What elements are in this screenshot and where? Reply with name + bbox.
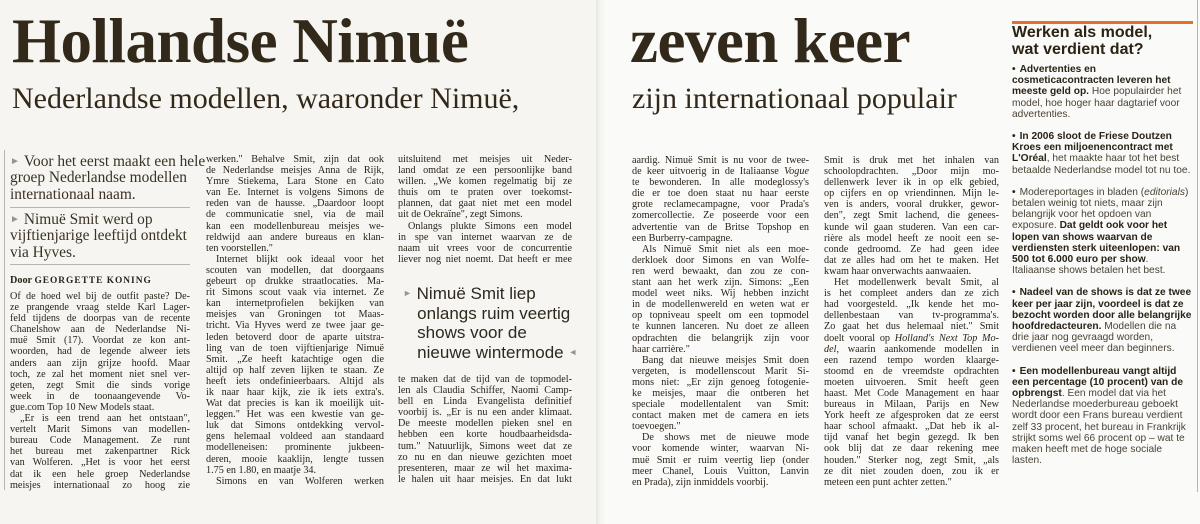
text-line: kwam haar onverwachts aanwaaien.: [824, 265, 972, 277]
text-line: Zo gaat het dus helemaal niet." Smit: [824, 321, 999, 333]
text-line: modelleneisen: prominente jukbeen-: [206, 442, 384, 454]
text-line: plannen, dat gaat niet met een model: [398, 198, 572, 210]
text-line: model weet niks. Wij hebben inzicht: [632, 288, 809, 300]
text-line: bureau Code Management. Ze runt: [10, 435, 190, 447]
text-line: op cijfers en op vriendinnen. Mijn le-: [824, 188, 999, 200]
text-line: Onlangs plukte Simons een model: [408, 220, 572, 232]
subhead-left: Nederlandse modellen, waaronder Nimuë,: [12, 82, 520, 115]
text-line: Internet blijkt ook ideaal voor het: [216, 253, 384, 265]
sidebar-rule: [1197, 0, 1198, 492]
text-line: Chanelshow aan de Nederlandse Ni-: [10, 324, 190, 336]
text-line: te bewonderen. In alle modeglossy's: [632, 177, 809, 189]
text-line: deren, mooie kaaklijn, lengte tussen: [206, 453, 384, 465]
article-column-1: [10, 291, 190, 491]
text-line: schoolopdrachten. „Door mijn mo-: [824, 166, 999, 178]
text-line: De shows met de nieuwe mode: [642, 432, 809, 444]
text-line: het bureau met zakenpartner Rick: [10, 446, 190, 458]
text-line: leggen." Het was een kwestie van ge-: [206, 409, 384, 421]
text-line: muë Smit er ruim veertig liep (onder: [632, 454, 809, 466]
text-line: willen. „We komen regelmatig bij ze: [398, 176, 572, 188]
sidebar-title: [1012, 25, 1152, 58]
text-line: meteen een punt achter zetten.": [824, 476, 952, 488]
text-line: van Ee. Internet is volgens Simons de: [206, 187, 384, 199]
text-line: voorbij is. „Er is nu een ander klimaat.: [398, 407, 572, 419]
text-line: in spe van internet waarvan ze de: [398, 231, 572, 243]
divider: [10, 264, 190, 265]
text-line: [632, 166, 809, 177]
text-segment: In 2006 sloot de Friese Doutzen Kroes een miljoenencontract met L'Oréal: [1012, 131, 1173, 165]
text-line: ze prangende vraag stelde Karl Lager-: [10, 302, 190, 314]
text-line: heeft iets ondefinieerbaars. Altijd als: [206, 375, 384, 387]
text-line: 1.75 en 1.80, en maatje 34.: [206, 464, 317, 476]
text-line: stant aan het werk zijn. Simons: „Een: [632, 277, 809, 289]
text-line: haar school afmaakt. „Dat heb ik al-: [824, 421, 999, 433]
text-line: die er toe doen staat nu haar eerste: [632, 188, 809, 200]
headline-left: Hollandse Nimuë: [12, 6, 469, 76]
text-line: derkloek door Simons en van Wolfe-: [632, 254, 809, 266]
text-line: de communicatie snel, via de mail: [206, 209, 384, 221]
text-segment: del: [824, 343, 837, 355]
sidebar-list: [1012, 64, 1192, 467]
sidebar-item: [1012, 366, 1192, 467]
text-line: ling van de toen vijftienjarige Nimuë: [206, 342, 384, 354]
text-line: toevoegen.": [632, 421, 681, 433]
text-line: kunde wil gaan studeren. Van een car-: [824, 221, 999, 233]
text-line: len als Claudia Schiffer, Naomi Camp-: [398, 385, 572, 397]
pullquote-line: onlangs ruim veertig: [417, 303, 571, 323]
text-line: liever nog niet noemt. Dat heeft er mee: [398, 253, 572, 265]
text-line: ten voorstellen.": [206, 242, 273, 254]
text-line: moeten uitvoeren. Smit heeft geen: [824, 376, 999, 388]
text-line: reden van de hausse. „Daardoor loopt: [206, 198, 384, 210]
intro-point-2: [10, 212, 192, 261]
intro-line: via Hyves.: [10, 243, 76, 261]
text-line: bell en Linda Evangelista definitief: [398, 396, 572, 408]
text-segment: doelt vooral op: [824, 332, 895, 344]
text-line: luk dat Simons ontdekking vervol-: [206, 420, 384, 432]
text-line: zomercollectie. Ze poseerde voor een: [632, 210, 809, 222]
text-line: dat ze alles had om het te maken. Het: [824, 254, 999, 266]
text-line: Wat dat precies is kan ik moeilijk uit-: [206, 398, 384, 410]
subhead-right: zijn internationaal populair: [632, 82, 957, 115]
text-segment: , waarin aankomende modellen in: [836, 343, 999, 355]
sidebar-item: [1012, 64, 1192, 120]
text-line: mons niet: „Er zijn genoeg fotogenie-: [632, 376, 809, 388]
text-segment: , het maakte haar tot het best betaalde Nederlandse model tot nu toe.: [1012, 153, 1191, 176]
bullet-icon: •: [1012, 64, 1016, 75]
headline-right: zeven keer: [630, 6, 911, 76]
text-line: reldwijd aan andere bureaus en klan-: [206, 231, 384, 243]
text-line: vergeten, is modellenscout Marit Si-: [632, 365, 809, 377]
text-line: van Wolferen. „Het is voor het eerst: [10, 457, 190, 469]
text-line: ze dit niet zouden doen, zou ik er: [824, 465, 999, 477]
sidebar-item: [1012, 187, 1192, 277]
sidebar-item: [1012, 131, 1192, 176]
pullquote-line: nieuwe wintermode: [417, 342, 564, 362]
text-line: [824, 344, 999, 355]
intro-point-1: [10, 153, 206, 203]
text-line: haast. Met Code Management en haar: [824, 387, 999, 399]
article-column-4: [632, 155, 809, 488]
text-line: tijd vanaf het begin gezegd. Ik ben: [824, 432, 999, 444]
text-line: anders aan zijn grijze hoofd. Maar: [10, 357, 190, 369]
text-line: tum." Natuurlijk, Simons weet dat ze: [398, 440, 572, 452]
text-line: Het modellenwerk bevalt Smit, al: [834, 277, 999, 289]
text-line: rit Simons scout vaak via internet. Ze: [206, 287, 384, 299]
text-segment: Modellen die na drie jaar nog gevraagd worden, verdienen veel meer dan beginners.: [1012, 321, 1177, 355]
text-segment: . Een model dat via het Nederlandse moederbureau geboekt wordt door een Frans bureau verdient zelf 33 procent, het bureau in Frankrijk strijkt soms wel 66 procent op – wat te maken heeft met de hoge sociale lasten.: [1012, 388, 1186, 467]
bullet-icon: •: [1012, 365, 1016, 377]
text-segment: Advertenties en cosmeticacontracten leveren het meeste geld op.: [1012, 64, 1171, 98]
text-line: advertentie van de Britse Topshop en: [632, 221, 809, 233]
text-line: ik naar haar kijk, zie ik iets extra's.: [206, 386, 384, 398]
text-line: opdrachten die belangrijk zijn voor: [632, 332, 809, 344]
text-line: ke meisjes, maar die ontberen het: [632, 387, 809, 399]
text-line: rière als model heeft ze nooit een se-: [824, 232, 999, 244]
text-line: [824, 333, 999, 344]
text-line: York heeft ze afgesproken dat ze eerst: [824, 410, 999, 422]
text-segment: Modereportages in bladen (: [1019, 186, 1145, 198]
text-line: gebeurt op drukke straatlocaties. Ma-: [206, 276, 384, 288]
text-line: de Nederlandse meisjes Anna de Rijk,: [206, 165, 384, 177]
pullquote-line: shows voor de: [417, 323, 527, 343]
text-segment: Holland's Next Top Mo-: [894, 332, 999, 344]
text-line: contact maken met de camera en iets: [632, 410, 809, 422]
text-segment: Hoe populairder het model, hoe hoger haar dagtarief voor advertenties.: [1012, 86, 1182, 120]
text-line: werken." Behalve Smit, zijn dat ook: [206, 154, 384, 165]
text-line: een Burberry-campagne.: [632, 232, 733, 244]
text-line: week in de toonaangevende Vo-: [10, 390, 190, 402]
text-line: Als Nimuë Smit niet als een moe-: [642, 243, 809, 255]
text-line: scouten van modellen, dat doorgaans: [206, 264, 384, 276]
text-line: dat ik een hele groep Nederlandse: [10, 468, 190, 480]
text-line: woorden, had de legende alweer iets: [10, 346, 190, 358]
byline: [10, 275, 152, 287]
text-line: te kunnen lanceren. Nu doet ze alleen: [632, 321, 809, 333]
arrow-left-icon: ◄: [568, 346, 578, 357]
text-line: altijd op half zeven lijken te staan. Ze: [206, 364, 384, 376]
text-line: conde gedroomd. Ze had geen idee: [824, 243, 999, 255]
text-line: hebben een korte houdbaarheidsda-: [398, 429, 572, 441]
text-line: leden betoverd door de aparte uitstra-: [206, 331, 384, 343]
text-line: Smit is druk met het inhalen van: [824, 155, 999, 166]
text-segment: Een modellenbureau vangt altijd een percentage (10 procent) van de opbrengst: [1012, 365, 1183, 400]
text-line: meisjes internationaal zo hoog zie: [10, 479, 190, 491]
text-line: kan internetprofielen bekijken van: [206, 298, 384, 310]
arrow-right-icon: ►: [10, 214, 20, 225]
divider: [10, 207, 190, 208]
text-line: dellenbestaan van tv-programma's.: [824, 310, 999, 322]
text-line: thuis om te praten over toekomst-: [398, 187, 572, 199]
column-rule: [4, 150, 5, 490]
text-line: is het compleet anders dan ze zich: [824, 288, 999, 300]
text-line: stoomd en de vreemdste opdrachten: [824, 365, 999, 377]
text-line: muë Smit (17). Voordat ze kon ant-: [10, 335, 190, 347]
byline-prefix: Door: [10, 275, 32, 286]
sidebar-item: [1012, 287, 1192, 354]
text-line: houden." Sterker nog, zegt Smit, „als: [824, 454, 999, 466]
sidebar-title-line: Werken als model,: [1012, 24, 1153, 41]
article-column-5: [824, 155, 999, 488]
text-line: en Prada), zijn inmiddels voorbij.: [632, 476, 769, 488]
sidebar-title-line: wat verdient dat?: [1012, 40, 1144, 58]
pullquote-line: Nimuë Smit liep: [416, 284, 536, 303]
text-line: le halen uit haar meisjes. En dat lukt: [398, 473, 572, 485]
text-line: den", zegt Smit lachend, die genees-: [824, 210, 999, 222]
intro-line: Nimuë Smit werd op: [23, 211, 153, 228]
text-line: speciale modellentalent van Smit:: [632, 399, 809, 411]
text-line: ook blij dat ze daar rekening mee: [824, 443, 999, 455]
bullet-icon: •: [1012, 186, 1016, 198]
text-line: aardig. Nimuë Smit is nu voor de twee-: [632, 155, 809, 166]
text-line: toch, ze zal het moment niet snel ver-: [10, 368, 190, 380]
text-segment: Vogue: [784, 166, 809, 178]
text-line: uitsluitend met meisjes uit Neder-: [398, 154, 572, 165]
text-segment: . Italiaanse shows betalen het best.: [1012, 254, 1166, 277]
text-line: feld tijdens de doorpas van de recente: [10, 313, 190, 325]
text-line: Smit. „Ze heeft katachtige ogen die: [206, 353, 384, 365]
text-segment: de keer uitvoerig in de Italiaanse: [632, 166, 785, 178]
text-line: uit de Oekraïne", zegt Simons.: [398, 209, 523, 221]
text-line: Of de hoed wel bij de outfit paste? De-: [10, 291, 190, 302]
text-line: dellenwerk lever ik in op elk gebied,: [824, 177, 999, 189]
text-line: tricht. Via Hyves werd ze twee jaar ge-: [206, 320, 384, 332]
text-line: meisjes van Groningen tot Maas-: [206, 309, 384, 321]
text-line: in de modellenwereld en weten wat er: [632, 299, 809, 311]
bullet-icon: •: [1012, 131, 1016, 143]
article-column-3-bottom: [398, 374, 572, 485]
text-line: gens helemaal voldeed aan standaard: [206, 431, 384, 443]
text-line: Bang dat nieuwe meisjes Smit doen: [642, 354, 809, 366]
text-segment: Dat geldt ook voor het lopen van shows waarvan de verdiensten sterk uiteenlopen: van 500 tot 6.000 euro per show: [1012, 220, 1181, 266]
text-line: bureaus in Milaan, Parijs en New: [824, 399, 999, 411]
intro-line: Voor het eerst maakt een hele: [23, 153, 206, 170]
text-line: ven is anders, vooral drukker, gewor-: [824, 199, 999, 211]
text-segment: Nadeel van de shows is dat ze twee keer per jaar zijn, voordeel is dat ze bezocht worden door alle belangrijke hoofdredacteuren.: [1012, 287, 1192, 333]
text-line: De meeste modellen pieken snel en: [398, 418, 572, 430]
text-line: naam uit vrees voor de concurrentie: [398, 242, 572, 254]
text-line: land omdat ze een persoonlijke band: [398, 165, 572, 177]
text-line: ren werd bewaakt, dan zou ze con-: [632, 265, 809, 277]
pullquote: [403, 284, 595, 362]
text-line: kan een modellenbureau meisjes we-: [206, 220, 384, 232]
text-line: geten, zegt Smit die sinds vorige: [10, 379, 190, 391]
article-column-2: [206, 154, 384, 487]
text-segment: editorials: [1144, 186, 1185, 198]
text-line: Simons en van Wolferen werken: [216, 475, 384, 487]
bullet-icon: •: [1012, 287, 1016, 299]
text-line: zo nu en dan nieuwe gezichten moet: [398, 451, 572, 463]
intro-line: vijftienjarige leeftijd ontdekt: [10, 227, 187, 245]
text-line: een razend tempo worden klaarge-: [824, 354, 999, 366]
text-line: op topniveau speelt om een topmodel: [632, 310, 809, 322]
arrow-right-icon: ►: [10, 156, 20, 167]
text-line: voor komende winter, waarvan Ni-: [632, 443, 809, 455]
text-line: presenteren, maar ze wil het maxima-: [398, 462, 572, 474]
arrow-right-icon: ►: [403, 288, 412, 298]
page-gutter: [596, 0, 606, 524]
intro-line: groep Nederlandse modellen: [10, 169, 187, 187]
text-line: gue.com Top 10 New Models staat.: [10, 401, 155, 413]
article-column-3-top: [398, 154, 572, 265]
text-line: meer Chanel, Louis Vuitton, Lanvin: [632, 465, 809, 477]
text-line: had voorgesteld. „Ik kende het mo-: [824, 299, 999, 311]
text-line: grote reclamecampagne, voor Prada's: [632, 199, 809, 211]
text-line: „Er is een trend aan het ontstaan",: [20, 413, 190, 425]
text-line: Ymre Stiekema, Lara Stone en Cato: [206, 176, 384, 188]
text-line: te maken dat de tijd van de topmodel-: [398, 374, 572, 385]
author-name: GEORGETTE KONING: [34, 276, 152, 286]
text-line: vertelt Marit Simons van modellen-: [10, 424, 190, 436]
intro-line: internationaal naam.: [10, 185, 136, 203]
text-segment: ) betalen weinig tot niets, maar zijn belangrijk voor het opdoen van exposure.: [1012, 186, 1189, 232]
text-line: haar carrière.": [632, 343, 690, 355]
